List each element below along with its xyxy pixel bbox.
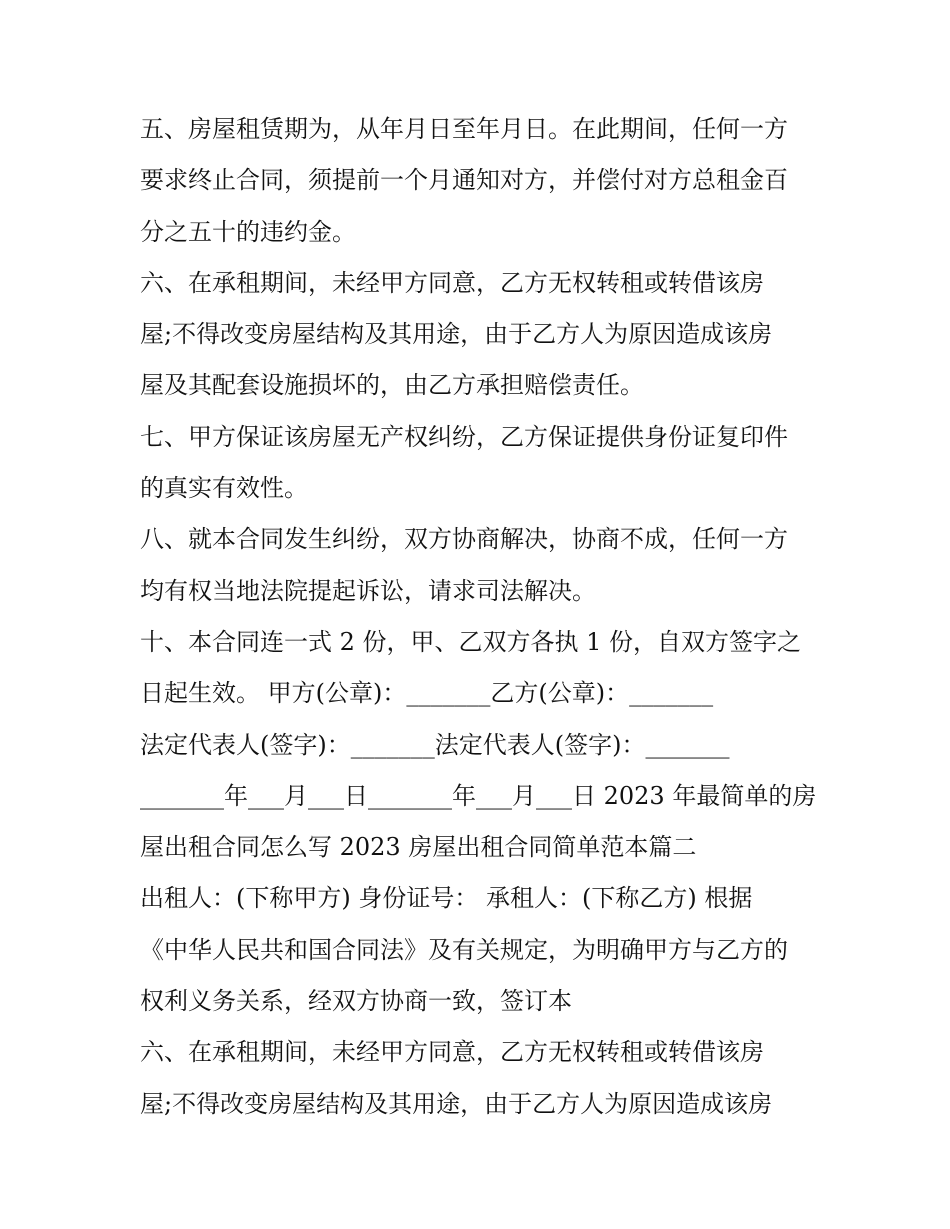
text-line: 八、就本合同发生纠纷，双方协商解决，协商不成，任何一方: [140, 525, 788, 554]
text-line: 六、在承租期间，未经甲方同意，乙方无权转租或转借该房: [140, 268, 764, 297]
signature-line: 日起生效。 甲方(公章)：_______乙方(公章)：_______: [140, 679, 714, 708]
text-line: 权利义务关系，经双方协商一致，签订本: [140, 987, 572, 1016]
signature-line: 法定代表人(签字)：_______法定代表人(签字)：_______: [140, 730, 730, 759]
text-line: 《中华人民共和国合同法》及有关规定，为明确甲方与乙方的: [140, 935, 788, 964]
text-line: 分之五十的违约金。: [140, 217, 356, 246]
text-line: 屋及其配套设施损坏的，由乙方承担赔偿责任。: [140, 371, 644, 400]
text-line: 均有权当地法院提起诉讼，请求司法解决。: [140, 576, 596, 605]
text-line: 七、甲方保证该房屋无产权纠纷，乙方保证提供身份证复印件: [140, 422, 788, 451]
text-line: 五、房屋租赁期为，从年月日至年月日。在此期间，任何一方: [140, 115, 788, 143]
text-line: 屋;不得改变房屋结构及其用途，由于乙方人为原因造成该房: [140, 320, 773, 349]
text-line: 六、在承租期间，未经甲方同意，乙方无权转租或转借该房: [140, 1038, 764, 1067]
text-line: 屋;不得改变房屋结构及其用途，由于乙方人为原因造成该房: [140, 1089, 773, 1118]
section-title-line: 屋出租合同怎么写 2023 房屋出租合同简单范本篇二: [140, 833, 697, 862]
document-body: [140, 104, 820, 1130]
date-line: _______年___月___日_______年___月___日 2023 年最简单的房: [140, 781, 817, 810]
text-line: 出租人：(下称甲方) 身份证号： 承租人：(下称乙方) 根据: [140, 884, 753, 913]
text-line: 要求终止合同，须提前一个月通知对方，并偿付对方总租金百: [140, 166, 788, 195]
text-line: 十、本合同连一式 2 份，甲、乙双方各执 1 份，自双方签字之: [140, 627, 802, 656]
text-line: 的真实有效性。: [140, 474, 308, 503]
